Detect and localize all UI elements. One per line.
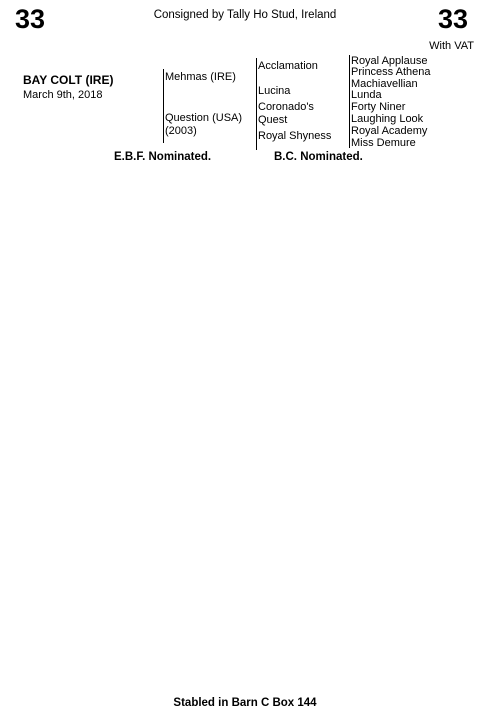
sds: Machiavellian — [351, 78, 418, 90]
pedigree-bracket — [256, 58, 257, 150]
sire-dam: Lucina — [258, 85, 291, 97]
dds: Royal Academy — [351, 125, 428, 137]
consignor: Consigned by Tally Ho Stud, Ireland — [153, 9, 337, 21]
dam-sire: Coronado's Quest — [258, 101, 314, 126]
dsd: Laughing Look — [351, 113, 424, 125]
sire: Mehmas (IRE) — [165, 71, 236, 83]
bc-nominated: B.C. Nominated. — [274, 151, 363, 163]
dam-dam: Royal Shyness — [258, 130, 332, 142]
lot-number-left: 33 — [15, 4, 46, 34]
sire-sire: Acclamation — [258, 60, 318, 72]
ddd: Miss Demure — [351, 137, 416, 149]
sss: Royal Applause — [351, 55, 428, 67]
ebf-nominated: E.B.F. Nominated. — [114, 151, 212, 163]
pedigree-bracket — [163, 69, 164, 143]
dss: Forty Niner — [351, 101, 406, 113]
foaling-date: March 9th, 2018 — [23, 89, 103, 101]
stabling-info: Stabled in Barn C Box 144 — [173, 697, 317, 709]
dam-year: (2003) — [165, 125, 197, 137]
pedigree-bracket — [349, 55, 350, 148]
sdd: Lunda — [351, 89, 382, 101]
ssd: Princess Athena — [351, 66, 431, 78]
vat-note: With VAT — [429, 40, 474, 52]
dam: Question (USA) — [165, 112, 243, 124]
lot-number-right: 33 — [437, 4, 468, 34]
horse-name: BAY COLT (IRE) — [23, 73, 114, 87]
